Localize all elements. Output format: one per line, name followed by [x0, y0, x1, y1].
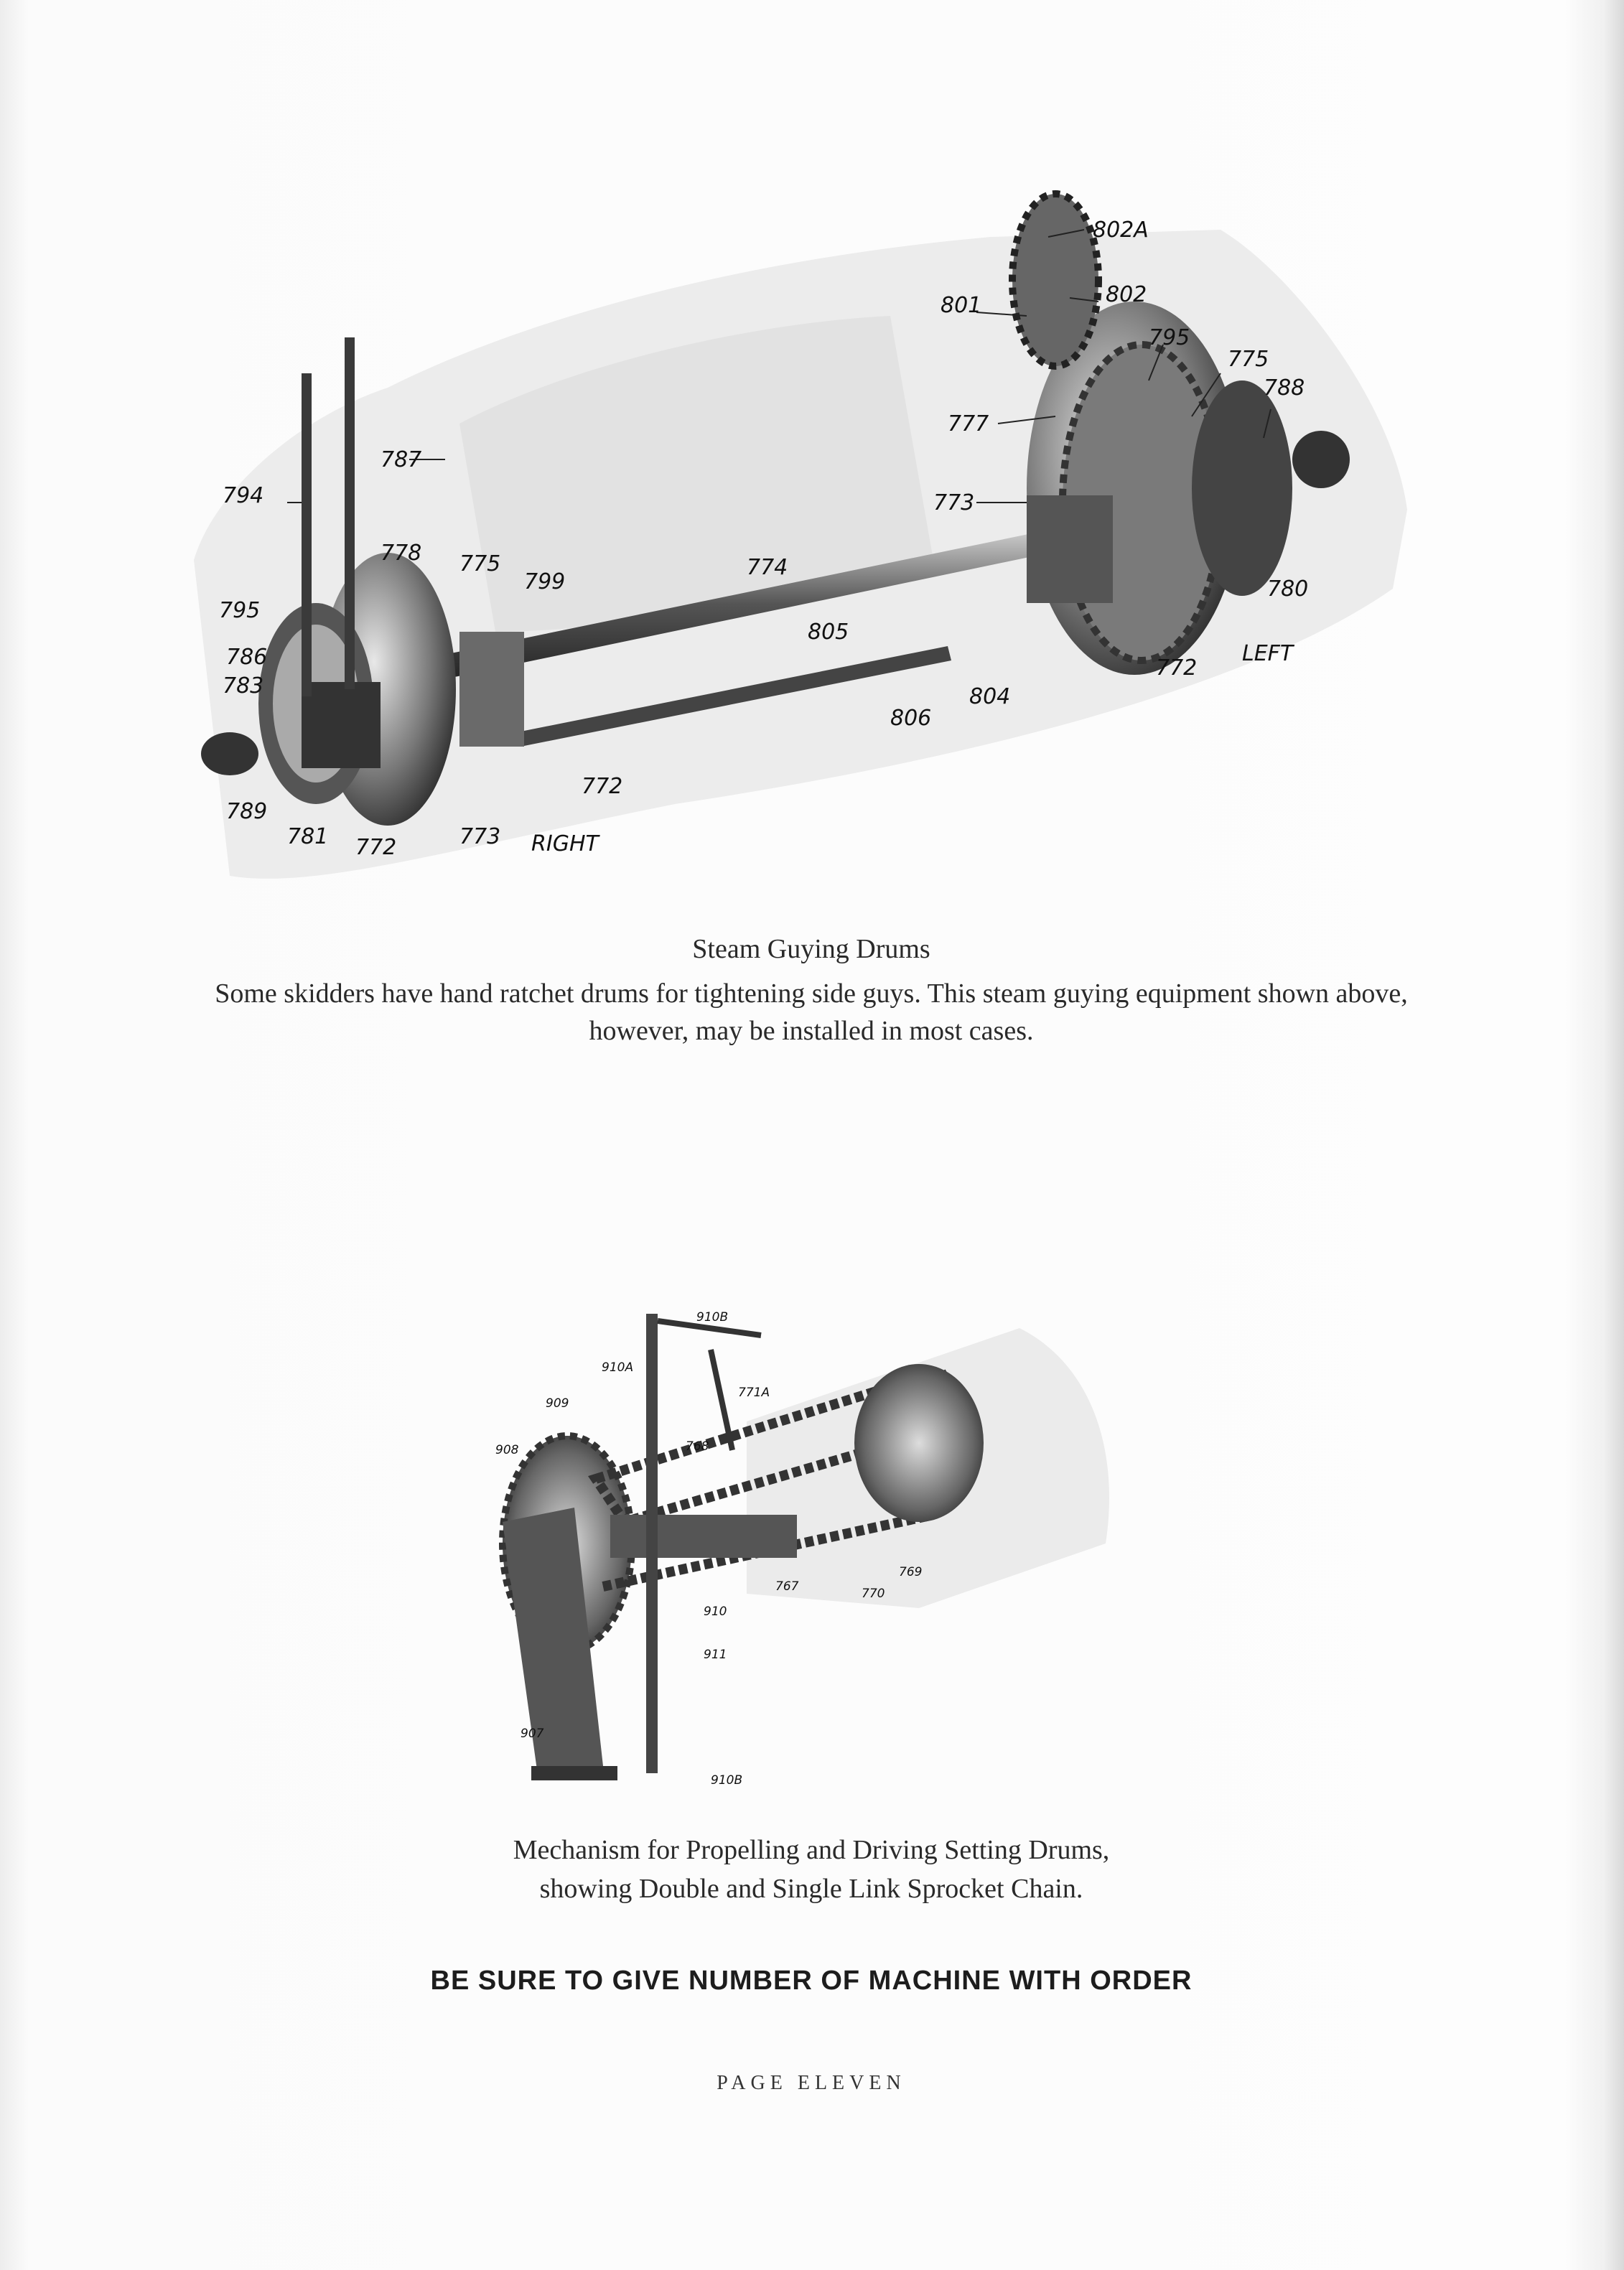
- callout-label: 805: [808, 620, 849, 645]
- propelling-mechanism-illustration: [474, 1307, 1149, 1838]
- callout-label: 772: [355, 835, 397, 860]
- callout-label: 910A: [602, 1360, 634, 1375]
- callout-label: 802A: [1093, 218, 1149, 243]
- callout-label: 794: [223, 483, 264, 508]
- callout-label: 773: [459, 824, 501, 849]
- callout-label: 769: [899, 1565, 923, 1579]
- steam-guying-drums-drawing: [172, 187, 1422, 919]
- page-number: PAGE ELEVEN: [717, 2072, 906, 2094]
- callout-label: 806: [890, 706, 932, 731]
- page-edge-shadow: [1602, 0, 1624, 2270]
- figure-2-caption: [144, 1831, 1479, 1908]
- figure-1-caption-body: Some skidders have hand ratchet drums for tightening side guys. This steam guying equipment shown above, however, may be installed in most cases.: [215, 978, 1408, 1046]
- callout-label: 767: [775, 1579, 799, 1594]
- callout-label: 799: [524, 569, 566, 594]
- callout-label: 772: [1156, 655, 1198, 681]
- callout-label: 778: [381, 541, 422, 566]
- order-notice: BE SURE TO GIVE NUMBER OF MACHINE WITH ORDER: [430, 1966, 1193, 1996]
- callout-label: 795: [219, 598, 261, 623]
- callout-label: 775: [459, 551, 501, 576]
- callout-label: 775: [1228, 347, 1269, 372]
- callout-label: 907: [521, 1727, 544, 1741]
- figure-1-caption-title: Steam Guying Drums: [692, 934, 930, 964]
- callout-label: LEFT: [1242, 641, 1294, 666]
- callout-label: 783: [223, 673, 264, 699]
- callout-label: 777: [948, 411, 989, 436]
- callout-label: 910: [704, 1605, 727, 1619]
- callout-label: 802: [1106, 282, 1147, 307]
- callout-label: 781: [287, 824, 329, 849]
- callout-label: 910B: [696, 1310, 729, 1325]
- callout-label: 804: [969, 684, 1011, 709]
- figure-2-caption-line-2: showing Double and Single Link Sprocket Chain.: [539, 1874, 1083, 1904]
- callout-label: 789: [226, 799, 268, 824]
- callout-label: 795: [1149, 325, 1190, 350]
- callout-label: 909: [546, 1396, 569, 1411]
- callout-label: RIGHT: [531, 831, 599, 856]
- propelling-mechanism-drawing: [474, 1307, 1149, 1838]
- callout-label: 788: [1264, 375, 1305, 401]
- callout-label: 908: [495, 1443, 519, 1457]
- callout-label: 910B: [711, 1773, 743, 1788]
- callout-label: 768: [686, 1439, 709, 1454]
- callout-label: 787: [381, 447, 422, 472]
- callout-label: 911: [704, 1648, 727, 1662]
- callout-label: 772: [582, 774, 623, 799]
- callout-label: 774: [747, 555, 788, 580]
- callout-label: 770: [862, 1587, 885, 1601]
- callout-label: 786: [226, 645, 268, 670]
- callout-label: 771A: [738, 1386, 770, 1400]
- steam-guying-drums-illustration: [172, 187, 1422, 919]
- callout-label: 773: [933, 490, 975, 515]
- figure-2-caption-line-1: Mechanism for Propelling and Driving Setting Drums,: [513, 1835, 1110, 1865]
- callout-label: 780: [1267, 576, 1309, 602]
- callout-label: 801: [941, 293, 982, 318]
